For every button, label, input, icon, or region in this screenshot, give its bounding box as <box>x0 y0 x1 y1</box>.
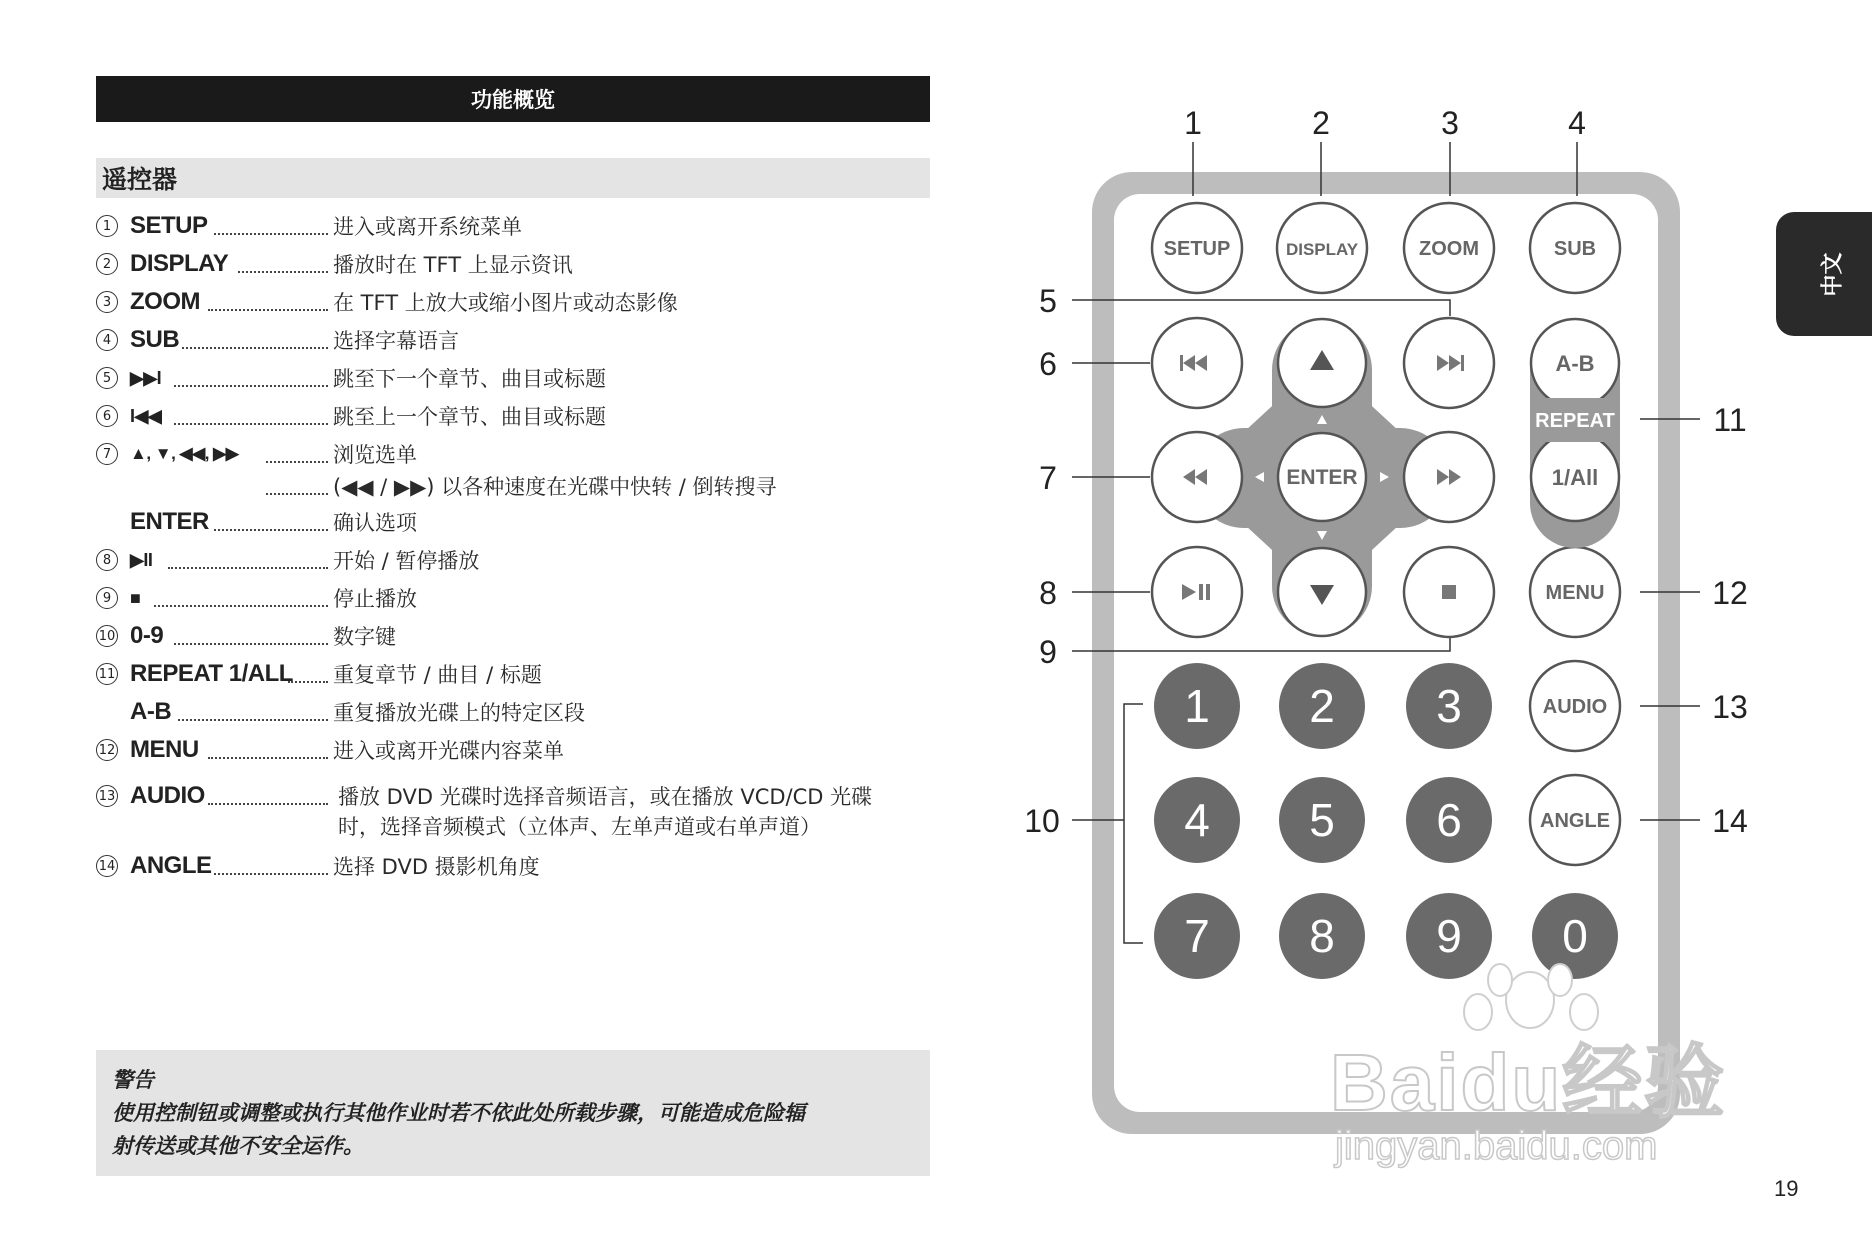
callout-1: 1 <box>1184 105 1202 141</box>
item-key: SETUP <box>130 212 208 239</box>
item-key: ▶II <box>130 549 153 570</box>
callout-4: 4 <box>1568 105 1586 141</box>
language-tab-label: 中文 <box>1820 251 1846 297</box>
item-desc: 跳至下一个章节、曲目或标题 <box>333 367 606 391</box>
item-number: 5 <box>96 367 118 389</box>
item-desc: 开始 / 暂停播放 <box>333 549 480 573</box>
item-desc: 选择 DVD 摄影机角度 <box>333 855 540 879</box>
watermark-url: jingyan.baidu.com <box>1335 1124 1658 1168</box>
callout-8: 8 <box>1039 575 1057 611</box>
digit-label: 3 <box>1436 680 1462 732</box>
play-pause-button[interactable] <box>1152 547 1242 637</box>
repeat-label: REPEAT <box>1535 410 1615 432</box>
warning-line: 使用控制钮或调整或执行其他作业时若不依此处所载步骤，可能造成危险辐 <box>112 1101 805 1125</box>
callout-2: 2 <box>1312 105 1330 141</box>
item-desc: 数字键 <box>333 625 396 649</box>
item-desc: 浏览选单 <box>333 443 417 467</box>
item-key: A-B <box>130 698 172 725</box>
item-number: 11 <box>96 663 118 685</box>
item-key: ▶▶I <box>130 367 162 388</box>
item-desc-continued: 时，选择音频模式（立体声、左单声道或右单声道） <box>338 815 821 839</box>
stop-icon <box>1442 585 1456 599</box>
item-key: ANGLE <box>130 852 212 879</box>
sub-label: SUB <box>1553 238 1597 260</box>
digit-label: 4 <box>1184 794 1210 846</box>
item-desc: 重复播放光碟上的特定区段 <box>333 701 585 725</box>
item-desc: 选择字幕语言 <box>333 329 459 353</box>
item-desc: 进入或离开光碟内容菜单 <box>333 739 564 763</box>
callout-10: 10 <box>1024 803 1060 839</box>
zoom-label: ZOOM <box>1419 238 1479 260</box>
header-title: 功能概览 <box>471 88 555 112</box>
item-desc: 停止播放 <box>333 587 417 611</box>
item-key: I◀◀ <box>130 405 162 426</box>
digit-label: 1 <box>1184 680 1210 732</box>
item-desc: 进入或离开系统菜单 <box>333 215 522 239</box>
item-key: ▲, ▼, ◀◀, ▶▶ <box>130 444 239 463</box>
callout-3: 3 <box>1441 105 1459 141</box>
watermark-brand: Baidu经验 <box>1330 1038 1727 1127</box>
item-desc: (◀◀ / ▶▶) 以各种速度在光碟中快转 / 倒转搜寻 <box>333 475 777 499</box>
item-number: 7 <box>96 443 118 465</box>
callout-12: 12 <box>1712 575 1748 611</box>
callout-5: 5 <box>1039 283 1057 319</box>
item-number: 1 <box>96 215 118 237</box>
ab-label: A-B <box>1555 351 1595 376</box>
item-number: 4 <box>96 329 118 351</box>
warning-line: 射传送或其他不安全运作。 <box>112 1134 364 1158</box>
warning-title: 警告 <box>112 1068 154 1092</box>
item-number: 8 <box>96 549 118 571</box>
item-number: 14 <box>96 855 118 877</box>
audio-label: AUDIO <box>1542 696 1608 718</box>
item-desc: 跳至上一个章节、曲目或标题 <box>333 405 606 429</box>
item-desc: 播放时在 TFT 上显示资讯 <box>333 253 573 277</box>
item-key: ■ <box>130 587 141 608</box>
item-key: ENTER <box>130 508 209 535</box>
enter-label: ENTER <box>1286 466 1358 489</box>
section-title-text: 遥控器 <box>102 165 178 194</box>
item-number: 12 <box>96 739 118 761</box>
digit-label: 6 <box>1436 794 1462 846</box>
item-key: SUB <box>130 326 180 353</box>
one-all-label: 1/All <box>1551 465 1599 490</box>
callout-7: 7 <box>1039 460 1057 496</box>
item-key: MENU <box>130 736 199 763</box>
digit-label: 9 <box>1436 910 1462 962</box>
item-key: ZOOM <box>130 288 200 315</box>
angle-label: ANGLE <box>1540 810 1610 832</box>
item-desc: 确认选项 <box>333 511 417 535</box>
item-number: 2 <box>96 253 118 275</box>
item-number: 10 <box>96 625 118 647</box>
item-desc: 重复章节 / 曲目 / 标题 <box>333 663 542 687</box>
item-desc: 在 TFT 上放大或缩小图片或动态影像 <box>333 291 678 315</box>
page-number: 19 <box>1774 1176 1799 1201</box>
digit-label: 7 <box>1184 910 1210 962</box>
item-key: DISPLAY <box>130 250 229 277</box>
digit-label: 5 <box>1309 794 1335 846</box>
callout-11: 11 <box>1713 402 1747 438</box>
item-number: 13 <box>96 785 118 807</box>
digit-label: 0 <box>1562 910 1588 962</box>
callout-6: 6 <box>1039 346 1057 382</box>
display-label: DISPLAY <box>1285 240 1359 259</box>
item-number: 3 <box>96 291 118 313</box>
item-key: 0-9 <box>130 622 164 649</box>
menu-label: MENU <box>1545 582 1605 604</box>
item-desc: 播放 DVD 光碟时选择音频语言，或在播放 VCD/CD 光碟 <box>338 785 873 809</box>
callout-14: 14 <box>1712 803 1748 839</box>
digit-label: 8 <box>1309 910 1335 962</box>
item-number: 9 <box>96 587 118 609</box>
item-key: AUDIO <box>130 782 205 809</box>
callout-13: 13 <box>1712 689 1748 725</box>
item-number: 6 <box>96 405 118 427</box>
digit-label: 2 <box>1309 680 1335 732</box>
callout-9: 9 <box>1039 634 1057 670</box>
setup-label: SETUP <box>1163 238 1231 260</box>
item-key: REPEAT 1/ALL <box>130 660 293 687</box>
